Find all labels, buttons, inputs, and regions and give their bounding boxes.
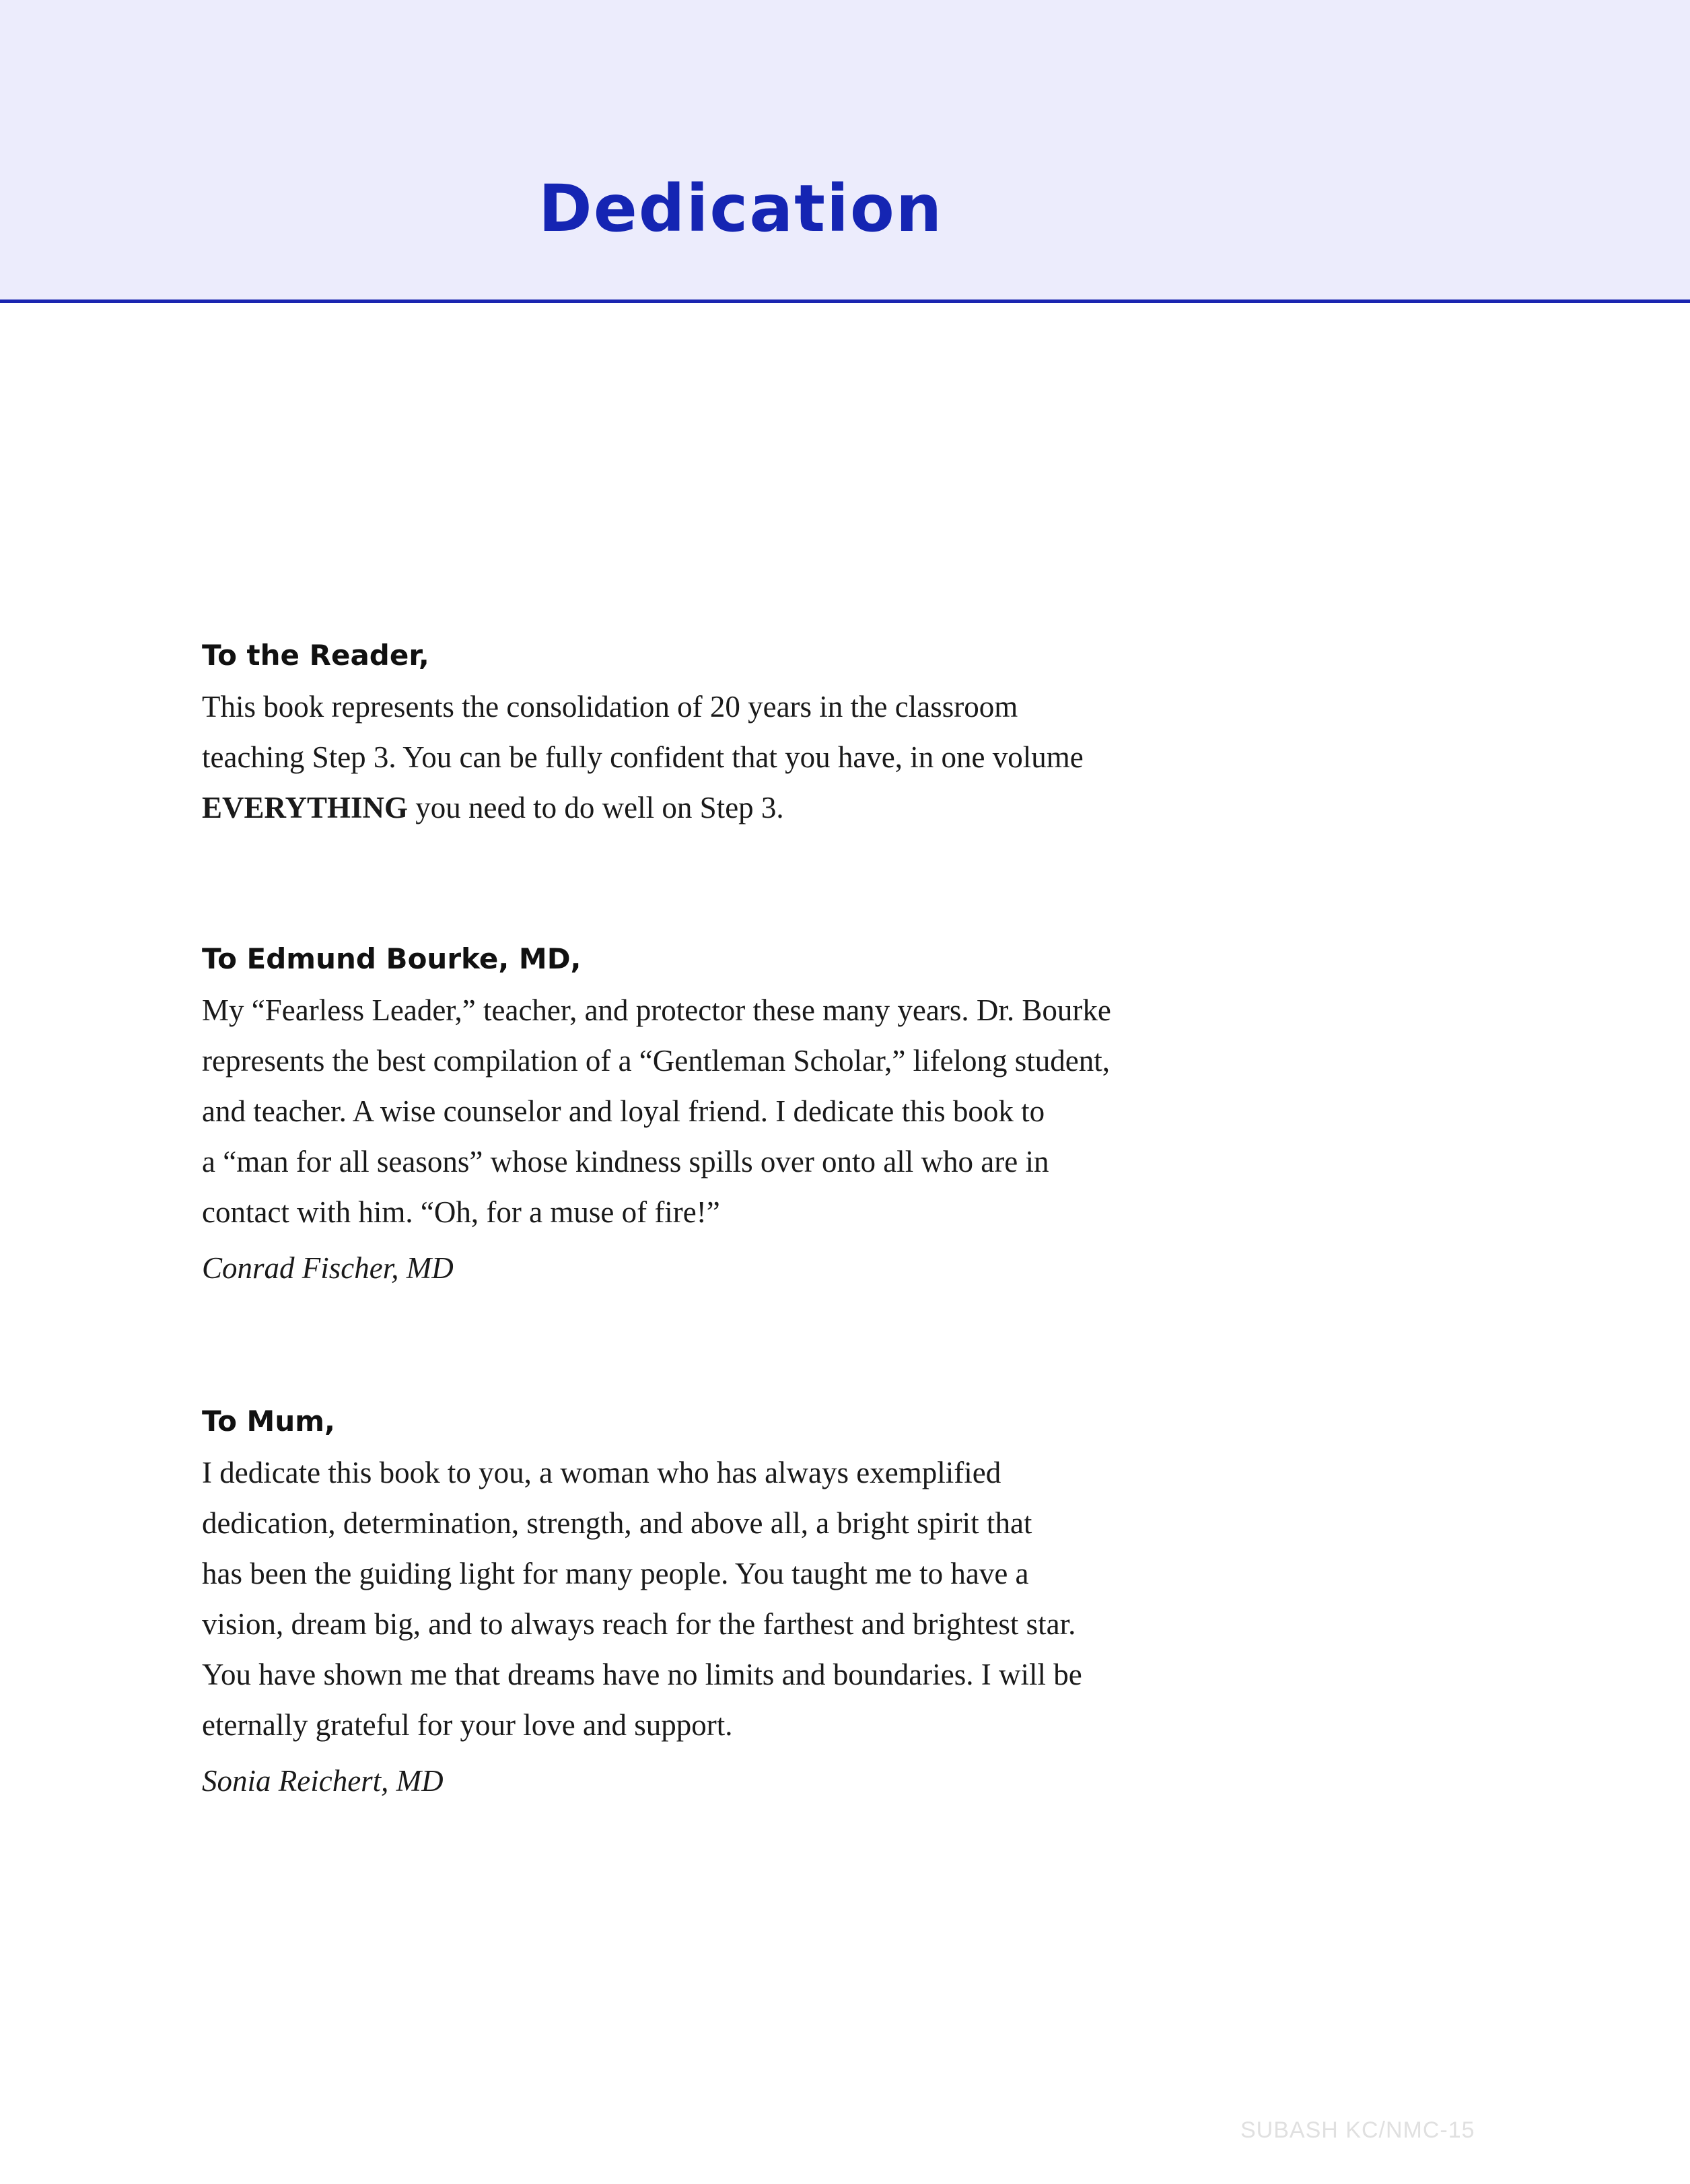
mum-body	[202, 1448, 1211, 1751]
mum-heading: To Mum,	[202, 1405, 335, 1438]
bourke-line: a “man for all seasons” whose kindness spills over onto all who are in	[202, 1145, 1049, 1178]
bourke-body	[202, 985, 1211, 1238]
mum-line: vision, dream big, and to always reach for the farthest and brightest star.	[202, 1607, 1076, 1641]
bourke-line: represents the best compilation of a “Gentleman Scholar,” lifelong student,	[202, 1044, 1111, 1078]
reader-body	[202, 682, 1211, 833]
reader-dedication	[202, 636, 1211, 833]
mum-signature: Sonia Reichert, MD	[202, 1764, 444, 1798]
header-band	[0, 0, 1690, 303]
reader-line-rest: you need to do well on Step 3.	[407, 791, 784, 824]
bourke-line: My “Fearless Leader,” teacher, and protector these many years. Dr. Bourke	[202, 993, 1111, 1027]
bourke-signature: Conrad Fischer, MD	[202, 1251, 454, 1285]
bourke-dedication	[202, 940, 1211, 1292]
reader-line: teaching Step 3. You can be fully confident that you have, in one volume	[202, 740, 1084, 774]
emphasis-text: EVERYTHING	[202, 791, 408, 824]
bourke-line: and teacher. A wise counselor and loyal friend. I dedicate this book to	[202, 1094, 1045, 1128]
watermark: SUBASH KC/NMC-15	[1240, 2117, 1475, 2143]
mum-line: You have shown me that dreams have no limits and boundaries. I will be	[202, 1658, 1082, 1691]
mum-line: dedication, determination, strength, and above all, a bright spirit that	[202, 1506, 1032, 1540]
mum-dedication	[202, 1402, 1211, 1804]
bourke-line: contact with him. “Oh, for a muse of fire!”	[202, 1195, 720, 1229]
page-title: Dedication	[538, 171, 944, 246]
reader-line: This book represents the consolidation of 20 years in the classroom	[202, 690, 1018, 724]
mum-line: I dedicate this book to you, a woman who has always exemplified	[202, 1456, 1001, 1489]
mum-line: has been the guiding light for many people. You taught me to have a	[202, 1557, 1029, 1590]
mum-line: eternally grateful for your love and support.	[202, 1708, 733, 1742]
reader-heading: To the Reader,	[202, 639, 429, 672]
bourke-heading: To Edmund Bourke, MD,	[202, 942, 582, 975]
reader-line	[202, 783, 1211, 833]
